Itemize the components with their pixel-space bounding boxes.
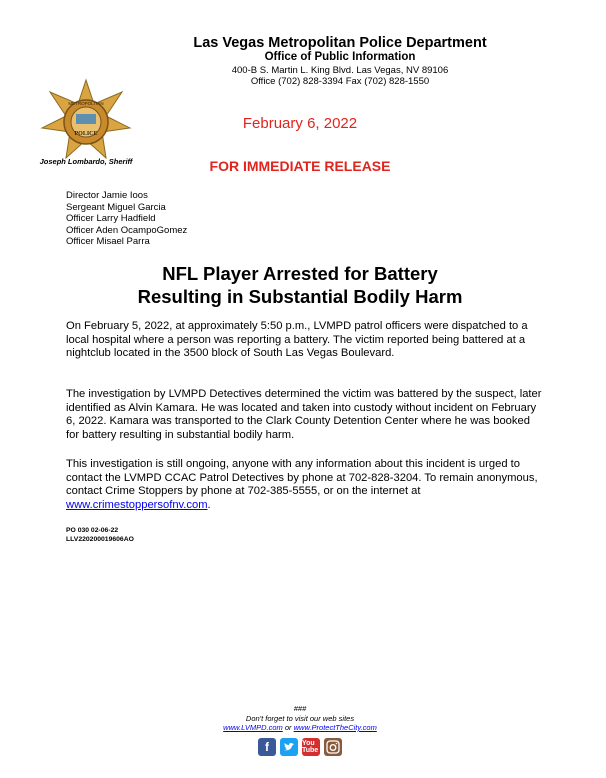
- llv-code: LLV220200019606AO: [66, 536, 134, 543]
- lvmpd-link[interactable]: www.LVMPD.com: [223, 723, 283, 732]
- body-paragraph-2: The investigation by LVMPD Detectives determined the victim was battered by the suspect, later identified as Alvin Kamara. He was located and taken into custody without incident on February 6, 2022. Kamara was transported to the Clark County Detention Center where he was booked for battery resulting in substantial bodily harm.: [66, 388, 542, 441]
- office-name: Office of Public Information: [264, 51, 416, 63]
- office-address: 400-B S. Martin L. King Blvd. Las Vegas, NV 89106: [231, 65, 449, 76]
- youtube-icon[interactable]: You Tube: [302, 740, 319, 754]
- headline: [40, 262, 560, 308]
- contact-item: Director Jamie Ioos: [66, 190, 148, 201]
- end-mark: ###: [293, 704, 307, 713]
- badge-center-text: POLICE: [74, 131, 98, 137]
- badge-ring-text: METROPOLITAN: [68, 101, 104, 106]
- contact-item: Sergeant Miguel Garcia: [66, 201, 166, 213]
- website-links: [160, 723, 440, 733]
- crimestoppers-link[interactable]: www.crimestoppersofnv.com: [66, 498, 208, 511]
- contact-item: Officer Larry Hadfield: [66, 213, 156, 224]
- footer: [160, 704, 440, 733]
- social-icons: [258, 738, 348, 760]
- release-label: FOR IMMEDIATE RELEASE: [209, 158, 391, 174]
- headline-line-2: Resulting in Substantial Bodily Harm: [137, 286, 463, 307]
- contact-item: Officer Misael Parra: [66, 236, 150, 247]
- body-paragraph-1: On February 5, 2022, at approximately 5:50 p.m., LVMPD patrol officers were dispatched to a local hospital where a person was reporting a battery. The victim reported being battered at a nightclub located in the 3500 block of South Las Vegas Boulevard.: [66, 320, 528, 360]
- headline-line-1: NFL Player Arrested for Battery: [162, 263, 438, 284]
- office-phone-fax: Office (702) 828-3394 Fax (702) 828-1550: [250, 76, 430, 87]
- sheriff-name: Joseph Lombardo, Sheriff: [39, 157, 133, 166]
- or-text: or: [282, 723, 294, 732]
- twitter-icon[interactable]: [280, 738, 298, 756]
- protectthecity-link[interactable]: www.ProtectTheCity.com: [293, 723, 377, 732]
- contact-list: [66, 190, 187, 248]
- reference-codes: [66, 526, 134, 544]
- paragraph-3-text: This investigation is still ongoing, anyone with any information about this incident is urged to contact the LVMPD CCAC Patrol Detectives by phone at 702-828-3204. To remain anonymous, contact Crime Stoppers by phone at 702-385-5555, or on the internet at: [66, 458, 538, 498]
- release-date: February 6, 2022: [242, 115, 358, 132]
- police-badge-logo: [40, 78, 132, 162]
- facebook-icon[interactable]: f: [258, 738, 276, 756]
- paragraph-3-end: .: [207, 498, 211, 511]
- po-code: PO 030 02-06-22: [66, 527, 119, 534]
- instagram-icon[interactable]: [324, 738, 342, 756]
- organization-name: Las Vegas Metropolitan Police Department: [193, 35, 487, 51]
- visit-text: Don't forget to visit our web sites: [245, 713, 355, 723]
- contact-item: Officer Aden OcampoGomez: [66, 224, 188, 236]
- body-paragraph-3: [66, 458, 544, 512]
